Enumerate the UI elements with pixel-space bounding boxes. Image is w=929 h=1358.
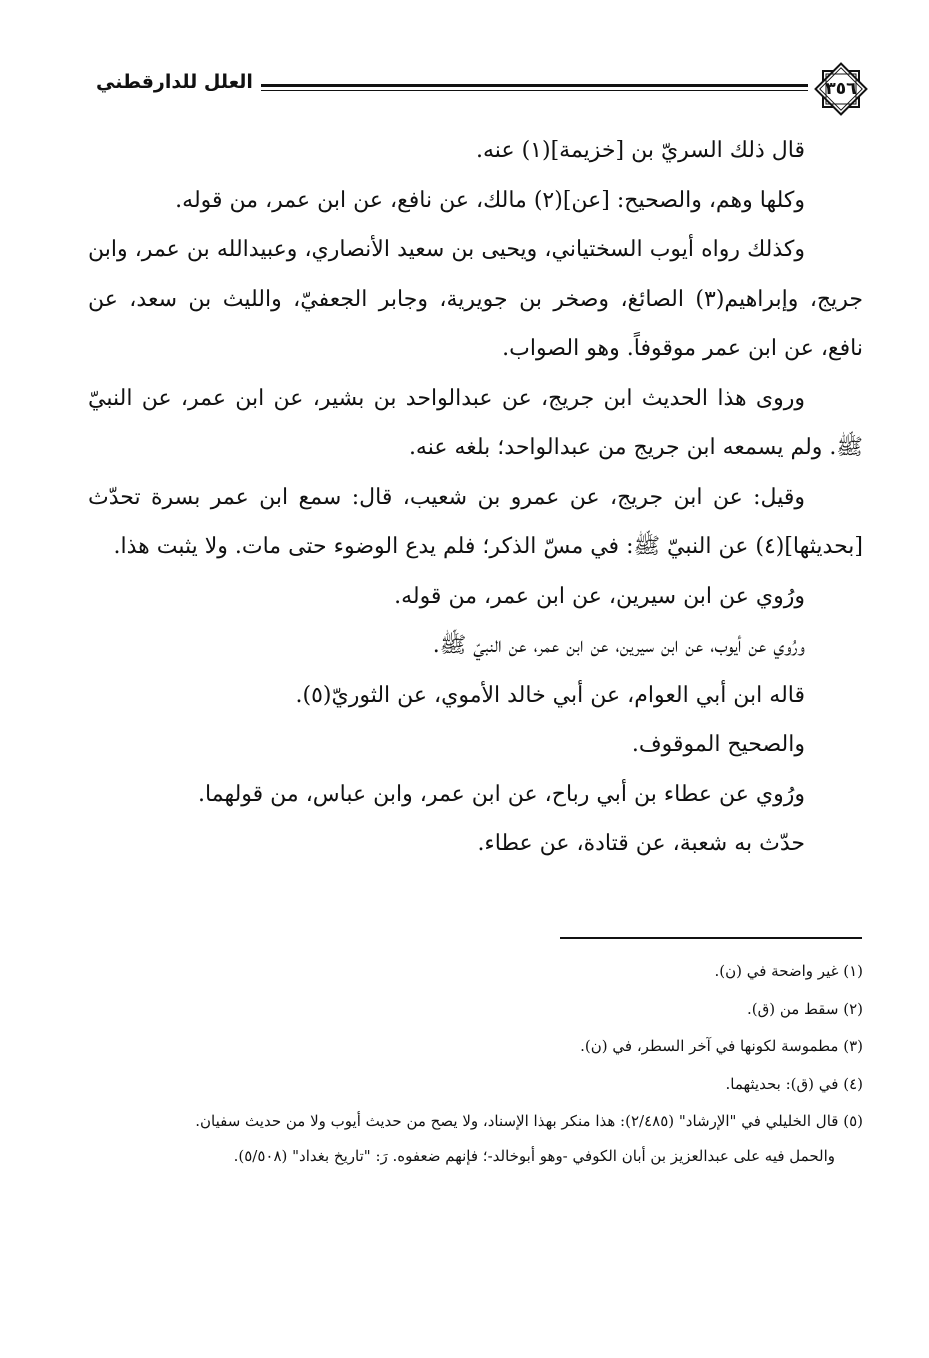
book-title: العلل للدارقطني <box>88 62 261 102</box>
paragraph: قال ذلك السريّ بن [خزيمة](١) عنه. <box>476 138 805 163</box>
footnote: (٥) قال الخليلي في "الإرشاد" (٢/٤٨٥): هذا منكر بهذا الإسناد، ولا يصح من حديث أيوب ولا من حديث سفيان. <box>195 1112 863 1130</box>
footnote-continuation: والحمل فيه على عبدالعزيز بن أبان الكوفي -وهو أبوخالد-؛ فإنهم ضعفوه. رَ: "تاريخ بغداد" (٥/٥٠٨). <box>233 1146 835 1165</box>
paragraph: وروى هذا الحديث ابن جريج، عن عبدالواحد بن بشير، عن ابن عمر، عن النبيّ ﷺ. ولم يسمعه ابن جريج من عبدالواحد؛ بلغه عنه. <box>88 385 863 460</box>
paragraph: ورُوي عن ابن سيرين، عن ابن عمر، من قوله. <box>394 583 805 609</box>
octagram-star-icon <box>812 60 870 118</box>
paragraph: قاله ابن أبي العوام، عن أبي خالد الأموي، عن الثوريّ(٥). <box>295 682 805 708</box>
footnote: (٣) مطموسة لكونها في آخر السطر، في (ن). <box>580 1037 863 1055</box>
footnote: (٤) في (ق): بحديثهما. <box>725 1074 863 1093</box>
paragraph: ورُوي عن أيوب، عن ابن سيرين، عن ابن عمر، عن النبيّ ﷺ. <box>432 633 805 658</box>
page-number: ٣٥٦ <box>825 79 857 99</box>
paragraph: حدّث به شعبة، عن قتادة، عن عطاء. <box>477 831 805 856</box>
paragraph: وقيل: عن ابن جريج، عن عمرو بن شعيب، قال: سمع ابن عمر بسرة تحدّث [بحديثها](٤) عن النبيّ ﷺ: في مسّ الذكر؛ فلم يدع الوضوء حتى مات. ولا يثبت هذا. <box>88 484 863 559</box>
paragraph: والصحيح الموقوف. <box>631 732 805 757</box>
footnote: (١) غير واضحة في (ن). <box>714 962 863 980</box>
paragraph: ورُوي عن عطاء بن أبي رباح، عن ابن عمر، وابن عباس، من قولهما. <box>198 781 805 807</box>
paragraph: وكذلك رواه أيوب السختياني، ويحيى بن سعيد الأنصاري، وعبيدالله بن عمر، وابن جريج، وإبراهيم(٣) الصائغ، وصخر بن جويرية، وجابر الجعفيّ، والليث بن سعد، عن نافع، عن ابن عمر موقوفاً. وهو الصواب. <box>88 237 863 361</box>
footnotes <box>88 953 863 1171</box>
footnote-separator <box>560 937 862 939</box>
paragraph: وكلها وهم، والصحيح: [عن](٢) مالك، عن نافع، عن ابن عمر، من قوله. <box>175 187 805 213</box>
footnote: (٢) سقط من (ق). <box>746 999 863 1018</box>
page-header <box>80 62 870 122</box>
main-text <box>88 126 863 869</box>
